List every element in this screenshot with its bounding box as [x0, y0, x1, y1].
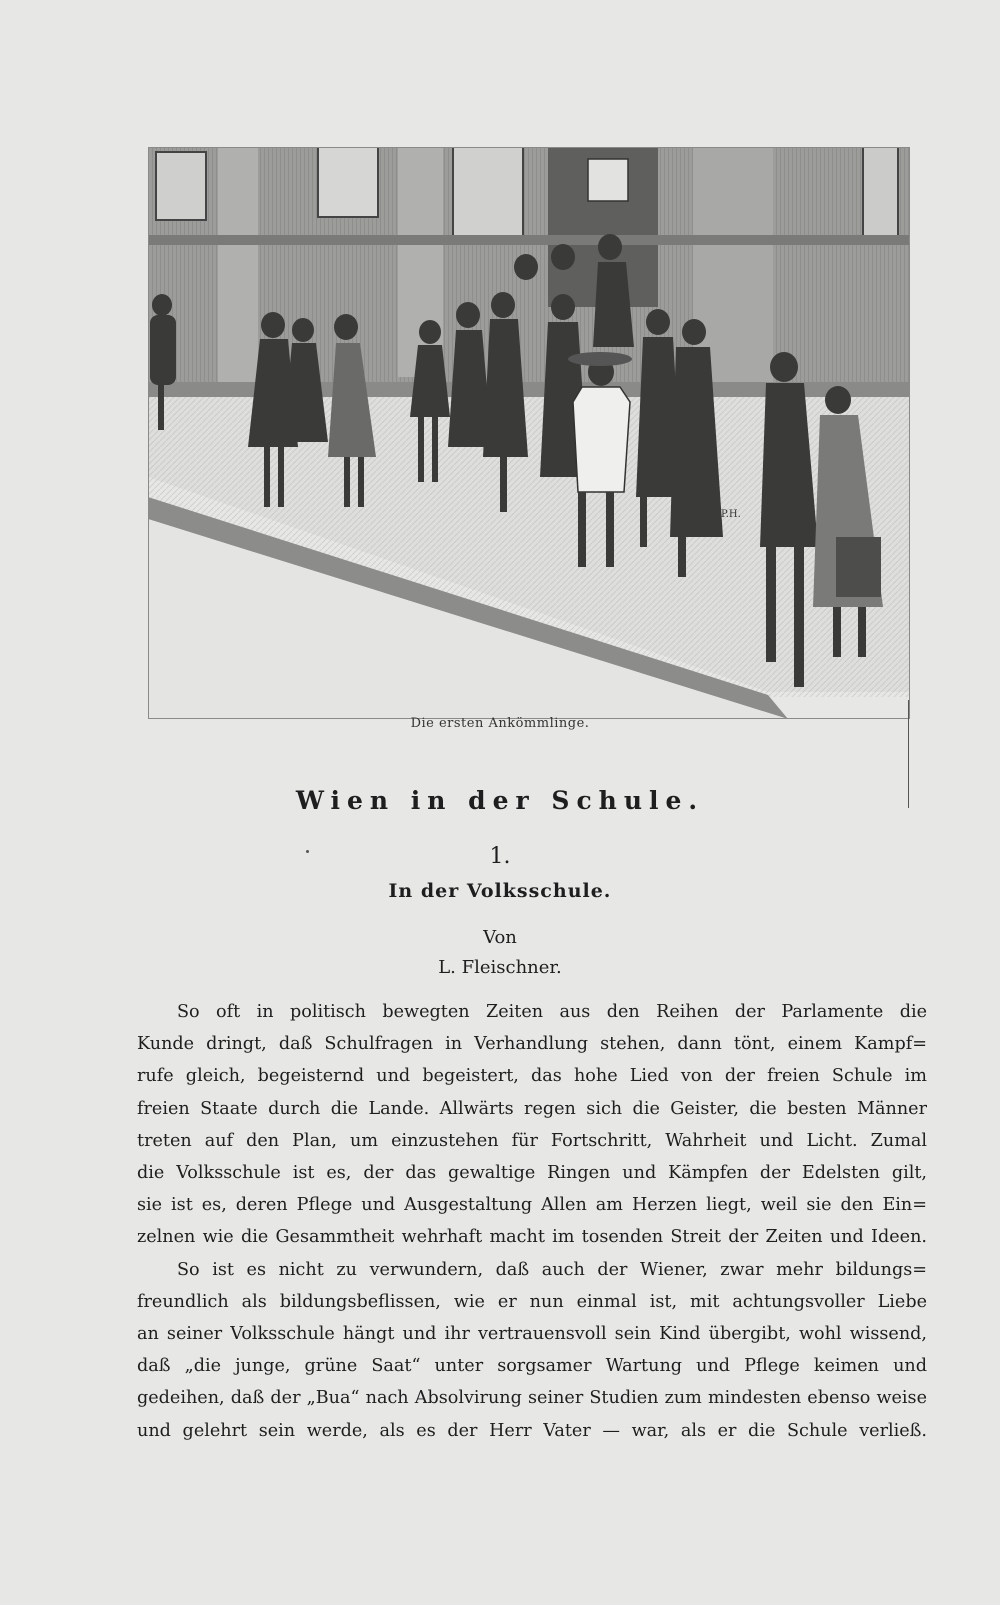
byline-author: L. Fleischner. [438, 957, 562, 978]
article-title: Wien in der Schule. [295, 786, 705, 815]
body-line: zelnen wie die Gesammtheit wehrhaft macht im tosenden Streit der Zeiten und Ideen. [137, 1227, 927, 1248]
body-line: rufe gleich, begeisternd und begeistert, das hohe Lied von der freien Schule im [137, 1066, 927, 1087]
body-line: die Volksschule ist es, der das gewaltige Ringen und Kämpfen der Edelsten gilt, [137, 1163, 927, 1184]
body-line: So ist es nicht zu verwundern, daß auch der Wiener, zwar mehr bildungs= [177, 1259, 927, 1280]
body-line: daß „die junge, grüne Saat“ unter sorgsamer Wartung und Pflege keimen und [137, 1356, 927, 1377]
body-line: sie ist es, deren Pflege und Ausgestaltung Allen am Herzen liegt, weil sie den Ein= [137, 1195, 927, 1216]
byline-prefix: Von [483, 927, 517, 948]
body-line: treten auf den Plan, um einzustehen für Fortschritt, Wahrheit und Licht. Zumal [137, 1130, 927, 1151]
body-line: an seiner Volksschule hängt und ihr vertrauensvoll sein Kind übergibt, wohl wissend, [137, 1324, 927, 1345]
body-line: freien Staate durch die Lande. Allwärts regen sich die Geister, die besten Männer [137, 1098, 927, 1119]
section-title: In der Volksschule. [388, 880, 612, 902]
article-body [137, 996, 927, 1447]
body-line: gedeihen, daß der „Bua“ nach Absolvirung seiner Studien zum mindesten ebenso weise [137, 1388, 927, 1409]
illustration-caption: Die ersten Ankömmlinge. [410, 716, 590, 731]
section-number: 1. [489, 844, 511, 869]
body-line: Kunde dringt, daß Schulfragen in Verhandlung stehen, dann tönt, einem Kampf= [137, 1034, 927, 1055]
body-line: So oft in politisch bewegten Zeiten aus den Reihen der Parlamente die [177, 1002, 927, 1022]
school-children-icon [148, 147, 910, 719]
svg-text:P.H.: P.H. [721, 509, 741, 520]
engraving-illustration [148, 147, 910, 719]
body-line: und gelehrt sein werde, als es der Herr Vater — war, als er die Schule verließ. [137, 1420, 927, 1441]
body-line: freundlich als bildungsbeflissen, wie er nun einmal ist, mit achtungsvoller Liebe [137, 1291, 927, 1312]
